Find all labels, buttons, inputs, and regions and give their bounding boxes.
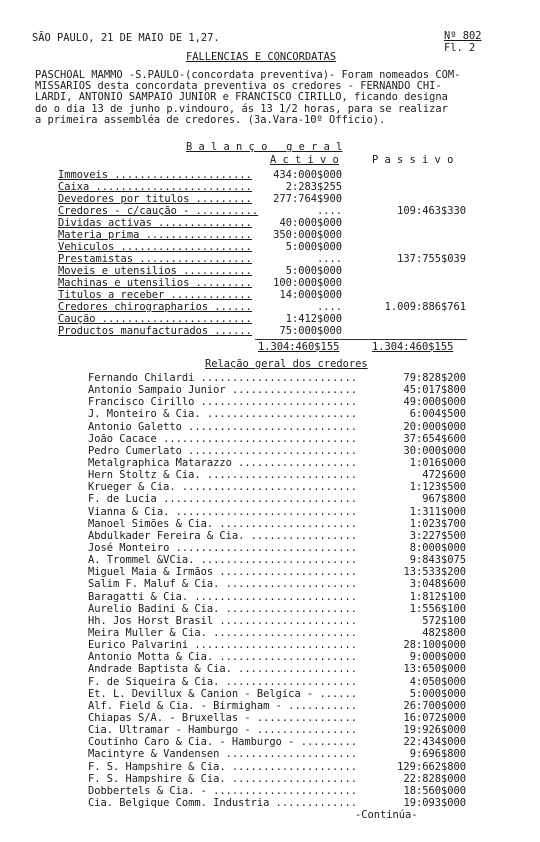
creditor-name: Cia. Belgique Comm. Industria ............. xyxy=(88,796,357,809)
creditor-name: Abdulkader Fereira & Cia. ................. xyxy=(88,529,357,542)
creditor-row xyxy=(88,519,466,531)
activo-value: .... xyxy=(316,301,342,313)
creditor-row xyxy=(88,422,466,434)
creditor-value: 22:434$000 xyxy=(403,736,466,749)
creditor-name: F. de Lucia ............................... xyxy=(88,493,357,506)
balance-label: Titulos a receber ............. xyxy=(58,289,252,301)
creditor-name: Hern Stoltz & Cia. ........................ xyxy=(88,469,357,482)
creditor-name: Krueger & Cia. ............................ xyxy=(88,481,357,494)
creditor-value: 13:650$000 xyxy=(403,663,466,676)
creditor-name: Pedro Cumerlato ........................... xyxy=(88,444,357,457)
creditor-name: Aurelio Badini & Cia. ..................... xyxy=(88,602,357,615)
creditor-row xyxy=(88,592,466,604)
creditor-name: Alf. Field & Cia. - Birmigham - ........... xyxy=(88,699,357,712)
balance-title: B a l a n ç o g e r a l xyxy=(186,141,343,153)
creditor-value: 1:311$000 xyxy=(409,505,466,518)
creditor-value: 3:048$600 xyxy=(409,578,466,591)
bulletin-number: Nº 802 xyxy=(444,30,482,42)
creditor-value: 37:654$600 xyxy=(403,432,466,445)
city-date: SÃO PAULO, 21 DE MAIO DE 1,27. xyxy=(32,32,220,44)
creditor-name: Meira Muller & Cia. ....................... xyxy=(88,626,357,639)
creditor-row xyxy=(88,604,466,616)
activo-value: 75:000$000 xyxy=(279,325,342,337)
creditor-value: 6:004$500 xyxy=(409,408,466,421)
activo-value: 40:000$000 xyxy=(279,217,342,229)
creditor-name: Manoel Simões & Cia. ...................... xyxy=(88,517,357,530)
activo-heading: A c t i v o xyxy=(270,154,339,166)
activo-value: 277:764$900 xyxy=(273,193,342,205)
balance-label: Materia prima ................. xyxy=(58,229,252,241)
creditor-value: 9:000$000 xyxy=(409,651,466,664)
balance-label: Devedores por titulos ......... xyxy=(58,193,252,205)
creditor-value: 1:556$100 xyxy=(409,602,466,615)
balance-label: Prestamistas .................. xyxy=(58,253,252,265)
creditor-value: 472$600 xyxy=(422,469,466,482)
activo-value: 5:000$000 xyxy=(285,241,342,253)
creditor-name: Vianna & Cia. ............................. xyxy=(88,505,357,518)
balance-label: Credores - c/caução - .......... xyxy=(58,205,259,217)
creditor-name: F. de Siqueira & Cia. ..................... xyxy=(88,675,357,688)
notice-line: PASCHOAL MAMMO -S.PAULO-(concordata preventiva)- Foram nomeados COM- xyxy=(35,69,461,81)
sheet-number: Fl. 2 xyxy=(444,42,476,54)
creditor-value: 20:000$000 xyxy=(403,420,466,433)
creditor-name: Antonio Sampaio Junior .................... xyxy=(88,384,357,397)
creditor-name: Et. L. Devillux & Canion - Belgica - ...... xyxy=(88,687,357,700)
balance-table xyxy=(58,170,468,338)
balance-label: Moveis e utensilios ........... xyxy=(58,265,252,277)
creditor-row xyxy=(88,774,466,786)
creditor-name: Antonio Motta & Cia. ...................... xyxy=(88,651,357,664)
creditor-name: Chiapas S/A. - Bruxellas - ................ xyxy=(88,711,357,724)
creditor-value: 9:843$075 xyxy=(409,554,466,567)
creditor-name: Hh. Jos Horst Brasil ...................... xyxy=(88,614,357,627)
creditor-name: Dobbertels & Cia. - ....................... xyxy=(88,784,357,797)
creditor-name: João Cacace ............................... xyxy=(88,432,357,445)
creditor-value: 3:227$500 xyxy=(409,529,466,542)
totals-rule xyxy=(255,339,467,340)
activo-value: 100:000$000 xyxy=(273,277,342,289)
balance-row xyxy=(58,326,468,338)
creditor-name: Metalgraphica Matarazzo ................... xyxy=(88,456,357,469)
creditor-value: 9:696$800 xyxy=(409,748,466,761)
creditor-value: 22:828$000 xyxy=(403,772,466,785)
balance-label: Dividas activas ............... xyxy=(58,217,252,229)
passivo-value: 109:463$330 xyxy=(397,205,466,217)
creditor-value: 13:533$200 xyxy=(403,566,466,579)
continues-note: -Continúa- xyxy=(355,809,418,821)
creditor-name: F. S. Hampshire & Cia. .................... xyxy=(88,772,357,785)
balance-label: Caução ........................ xyxy=(58,313,252,325)
creditor-value: 129:662$800 xyxy=(397,760,466,773)
total-activo: 1.304:460$155 xyxy=(258,341,340,353)
creditor-name: Fernando Chilardi ......................... xyxy=(88,372,357,384)
creditor-value: 967$800 xyxy=(422,493,466,506)
creditor-name: Macintyre & Vandensen ..................... xyxy=(88,748,357,761)
activo-value: 350:000$000 xyxy=(273,229,342,241)
creditor-name: Cia. Ultramar - Hamburgo - ................ xyxy=(88,724,357,737)
creditor-value: 16:072$000 xyxy=(403,711,466,724)
creditor-value: 1:123$500 xyxy=(409,481,466,494)
creditor-name: José Monteiro ............................. xyxy=(88,541,357,554)
creditor-value: 4:050$000 xyxy=(409,675,466,688)
passivo-heading: P a s s i v o xyxy=(372,154,454,166)
creditor-value: 1:812$100 xyxy=(409,590,466,603)
creditor-name: Francisco Cirillo ......................... xyxy=(88,396,357,409)
balance-label: Credores chirographarios ...... xyxy=(58,301,252,313)
creditor-value: 45:017$800 xyxy=(403,384,466,397)
creditor-row xyxy=(88,677,466,689)
creditor-row xyxy=(88,494,466,506)
creditor-value: 28:100$000 xyxy=(403,639,466,652)
creditor-value: 1:016$000 xyxy=(409,456,466,469)
activo-value: .... xyxy=(316,205,342,217)
notice-line: a primeira assembléa de credores. (3a.Vara-10º Officio). xyxy=(35,113,386,126)
creditors-title: Relação geral dos credores xyxy=(205,358,368,370)
creditor-name: J. Monteiro & Cia. ........................ xyxy=(88,408,357,421)
activo-value: 434:000$000 xyxy=(273,169,342,181)
creditor-value: 1:023$700 xyxy=(409,517,466,530)
balance-label: Machinas e utensilios ......... xyxy=(58,277,252,289)
creditor-value: 8:000$000 xyxy=(409,541,466,554)
creditor-name: Salim F. Maluf & Cia. ..................... xyxy=(88,578,357,591)
notice-line: do o dia 13 de junho p.vindouro, ás 13 1/2 horas, para se realizar xyxy=(35,102,448,115)
activo-value: .... xyxy=(316,253,342,265)
balance-label: Immoveis ...................... xyxy=(58,169,252,181)
creditors-list xyxy=(88,373,466,810)
creditor-row xyxy=(88,507,466,519)
notice-line: MISSARIOS desta concordata preventiva os credores - FERNANDO CHI- xyxy=(35,80,442,93)
passivo-value: 137:755$039 xyxy=(397,253,466,265)
creditor-value: 26:700$000 xyxy=(403,699,466,712)
creditor-value: 482$800 xyxy=(422,626,466,639)
activo-value: 2:283$255 xyxy=(285,181,342,193)
creditor-value: 19:926$000 xyxy=(403,724,466,737)
balance-label: Vehiculos ..................... xyxy=(58,241,252,253)
balance-label: Productos manufacturados ...... xyxy=(58,325,252,337)
creditor-value: 19:093$000 xyxy=(403,796,466,809)
creditor-name: Baragatti & Cia. .......................... xyxy=(88,590,357,603)
creditor-row xyxy=(88,579,466,591)
creditor-name: Andrade Baptista & Cia. ................... xyxy=(88,663,357,676)
notice-line: LARDI, ANTONIO SAMPAIO JUNIOR e FRANCISCO CIRILLO, ficando designa xyxy=(35,91,448,104)
balance-label: Caixa ......................... xyxy=(58,181,252,193)
creditor-value: 49:000$000 xyxy=(403,396,466,409)
creditor-name: Antonio Galetto ........................... xyxy=(88,420,357,433)
creditor-name: Eurico Palvarini .......................... xyxy=(88,639,357,652)
section-title: FALLENCIAS E CONCORDATAS xyxy=(186,51,337,63)
concordata-notice xyxy=(35,70,505,126)
total-passivo: 1.304:460$155 xyxy=(372,341,454,353)
creditor-value: 18:560$000 xyxy=(403,784,466,797)
creditor-row xyxy=(88,409,466,421)
creditor-value: 30:000$000 xyxy=(403,444,466,457)
creditor-row xyxy=(88,762,466,774)
creditor-name: A. Trommel &VCia. ......................... xyxy=(88,554,357,567)
passivo-value: 1.009:886$761 xyxy=(384,301,466,313)
creditor-name: Miguel Maia & Irmãos ...................... xyxy=(88,566,357,579)
activo-value: 1:412$000 xyxy=(285,313,342,325)
creditor-value: 5:000$000 xyxy=(409,687,466,700)
creditor-row xyxy=(88,749,466,761)
creditor-name: Coutinho Caro & Cia. - Hamburgo - ......... xyxy=(88,736,357,749)
creditor-row xyxy=(88,689,466,701)
activo-value: 5:000$000 xyxy=(285,265,342,277)
creditor-value: 572$100 xyxy=(422,614,466,627)
creditor-value: 79:828$200 xyxy=(403,372,466,384)
activo-value: 14:000$000 xyxy=(279,289,342,301)
creditor-row xyxy=(88,664,466,676)
creditor-name: F. S. Hampshire & Cia. .................... xyxy=(88,760,357,773)
